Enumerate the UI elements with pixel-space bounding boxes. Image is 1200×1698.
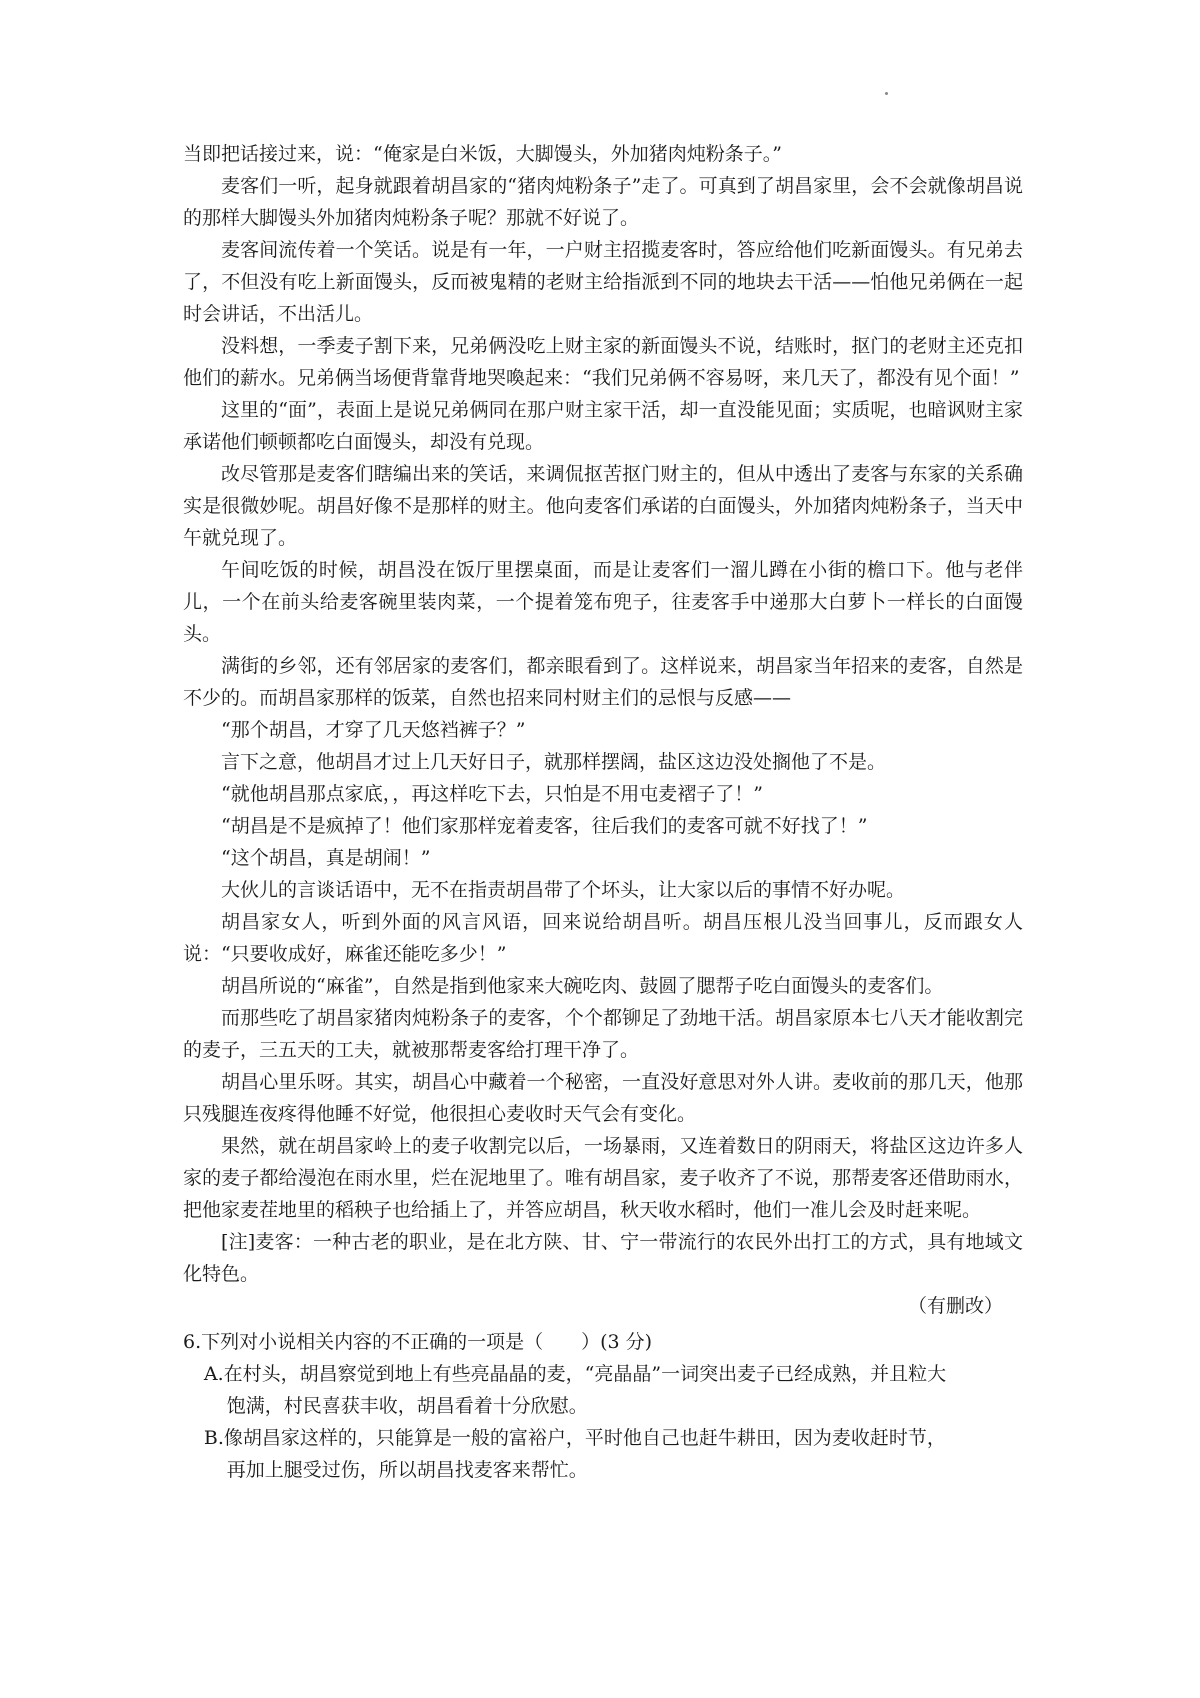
story-paragraph-5: 这里的“面”，表面上是说兄弟俩同在那户财主家干活，却一直没能见面；实质呢，也暗讽财主家承诺他们顿顿都吃白面馒头，却没有兑现。 (183, 399, 1023, 453)
option-a-line-2: 饱满，村民喜获丰收，胡昌看着十分欣慰。 (226, 1395, 588, 1417)
annotation-note: [注]麦客：一种古老的职业，是在北方陕、甘、宁一带流行的农民外出打工的方式，具有地域文化特色。 (183, 1231, 1023, 1285)
story-paragraph-14: 大伙儿的言谈话语中，无不在指责胡昌带了个坏头，让大家以后的事情不好办呢。 (221, 879, 906, 901)
story-paragraph-12: “胡昌是不是疯掉了！他们家那样宠着麦客，往后我们的麦客可就不好找了！” (221, 815, 868, 837)
story-paragraph-7: 午间吃饭的时候，胡昌没在饭厅里摆桌面，而是让麦客们一溜儿蹲在小街的檐口下。他与老伴儿，一个在前头给麦客碗里装肉菜，一个提着笼布兜子，往麦客手中递那大白萝卜一样长的白面馒头。 (183, 559, 1023, 645)
story-paragraph-1: 当即把话接过来，说：“俺家是白米饭，大脚馒头，外加猪肉炖粉条子。” (183, 143, 782, 165)
story-paragraph-9: “那个胡昌，才穿了几天悠裆裤子？” (221, 719, 526, 741)
story-paragraph-6: 改尽管那是麦客们瞎编出来的笑话，来调侃抠苦抠门财主的，但从中透出了麦客与东家的关系确实是很微妙呢。胡昌好像不是那样的财主。他向麦客们承诺的白面馒头，外加猪肉炖粉条子，当天中午就兑现了。 (183, 463, 1023, 549)
source-note: （有删改） (907, 1295, 1003, 1317)
story-paragraph-8: 满街的乡邻，还有邻居家的麦客们，都亲眼看到了。这样说来，胡昌家当年招来的麦客，自然是不少的。而胡昌家那样的饭菜，自然也招来同村财主们的忌恨与反感—— (183, 655, 1023, 709)
story-paragraph-13: “这个胡昌，真是胡闹！” (221, 847, 431, 869)
story-paragraph-11: “就他胡昌那点家底，，再这样吃下去，只怕是不用屯麦褶子了！” (221, 783, 763, 805)
scan-dot (885, 92, 888, 95)
option-a-line-1: A.在村头，胡昌察觉到地上有些亮晶晶的麦，“亮晶晶”一词突出麦子已经成熟，并且粒大 (203, 1363, 947, 1385)
document-page (183, 138, 1023, 1486)
story-paragraph-16: 胡昌所说的“麻雀”，自然是指到他家来大碗吃肉、鼓圆了腮帮子吃白面馒头的麦客们。 (221, 975, 944, 997)
story-paragraph-19: 果然，就在胡昌家岭上的麦子收割完以后，一场暴雨，又连着数日的阴雨天，将盐区这边许多人家的麦子都给漫泡在雨水里，烂在泥地里了。唯有胡昌家，麦子收齐了不说，那帮麦客还借助雨水，把他家麦茬地里的稻秧子也给插上了，并答应胡昌，秋天收水稻时，他们一准儿会及时赶来呢。 (183, 1135, 1023, 1221)
option-b-line-1: B.像胡昌家这样的，只能算是一般的富裕户，平时他自己也赶牛耕田，因为麦收赶时节， (203, 1427, 946, 1449)
question-stem: 6.下列对小说相关内容的不正确的一项是（ ）(3 分) (183, 1331, 653, 1353)
story-paragraph-15: 胡昌家女人，听到外面的风言风语，回来说给胡昌听。胡昌压根儿没当回事儿，反而跟女人说：“只要收成好，麻雀还能吃多少！” (183, 911, 1023, 965)
story-paragraph-10: 言下之意，他胡昌才过上几天好日子，就那样摆阔，盐区这边没处搁他了不是。 (221, 751, 887, 773)
story-paragraph-3: 麦客间流传着一个笑话。说是有一年，一户财主招揽麦客时，答应给他们吃新面馒头。有兄弟去了，不但没有吃上新面馒头，反而被鬼精的老财主给指派到不同的地块去干活——怕他兄弟俩在一起时会讲话，不出活儿。 (183, 239, 1023, 325)
story-paragraph-18: 胡昌心里乐呀。其实，胡昌心中藏着一个秘密，一直没好意思对外人讲。麦收前的那几天，他那只残腿连夜疼得他睡不好觉，他很担心麦收时天气会有变化。 (183, 1071, 1023, 1125)
story-paragraph-2: 麦客们一听，起身就跟着胡昌家的“猪肉炖粉条子”走了。可真到了胡昌家里，会不会就像胡昌说的那样大脚馒头外加猪肉炖粉条子呢？那就不好说了。 (183, 175, 1023, 229)
story-paragraph-4: 没料想，一季麦子割下来，兄弟俩没吃上财主家的新面馒头不说，结账时，抠门的老财主还克扣他们的薪水。兄弟俩当场便背靠背地哭喚起来：“我们兄弟俩不容易呀，来几天了，都没有见个面！” (183, 335, 1023, 389)
option-b-line-2: 再加上腿受过伤，所以胡昌找麦客来帮忙。 (226, 1459, 588, 1481)
story-paragraph-17: 而那些吃了胡昌家猪肉炖粉条子的麦客，个个都铆足了劲地干活。胡昌家原本七八天才能收割完的麦子，三五天的工夫，就被那帮麦客给打理干净了。 (183, 1007, 1023, 1061)
